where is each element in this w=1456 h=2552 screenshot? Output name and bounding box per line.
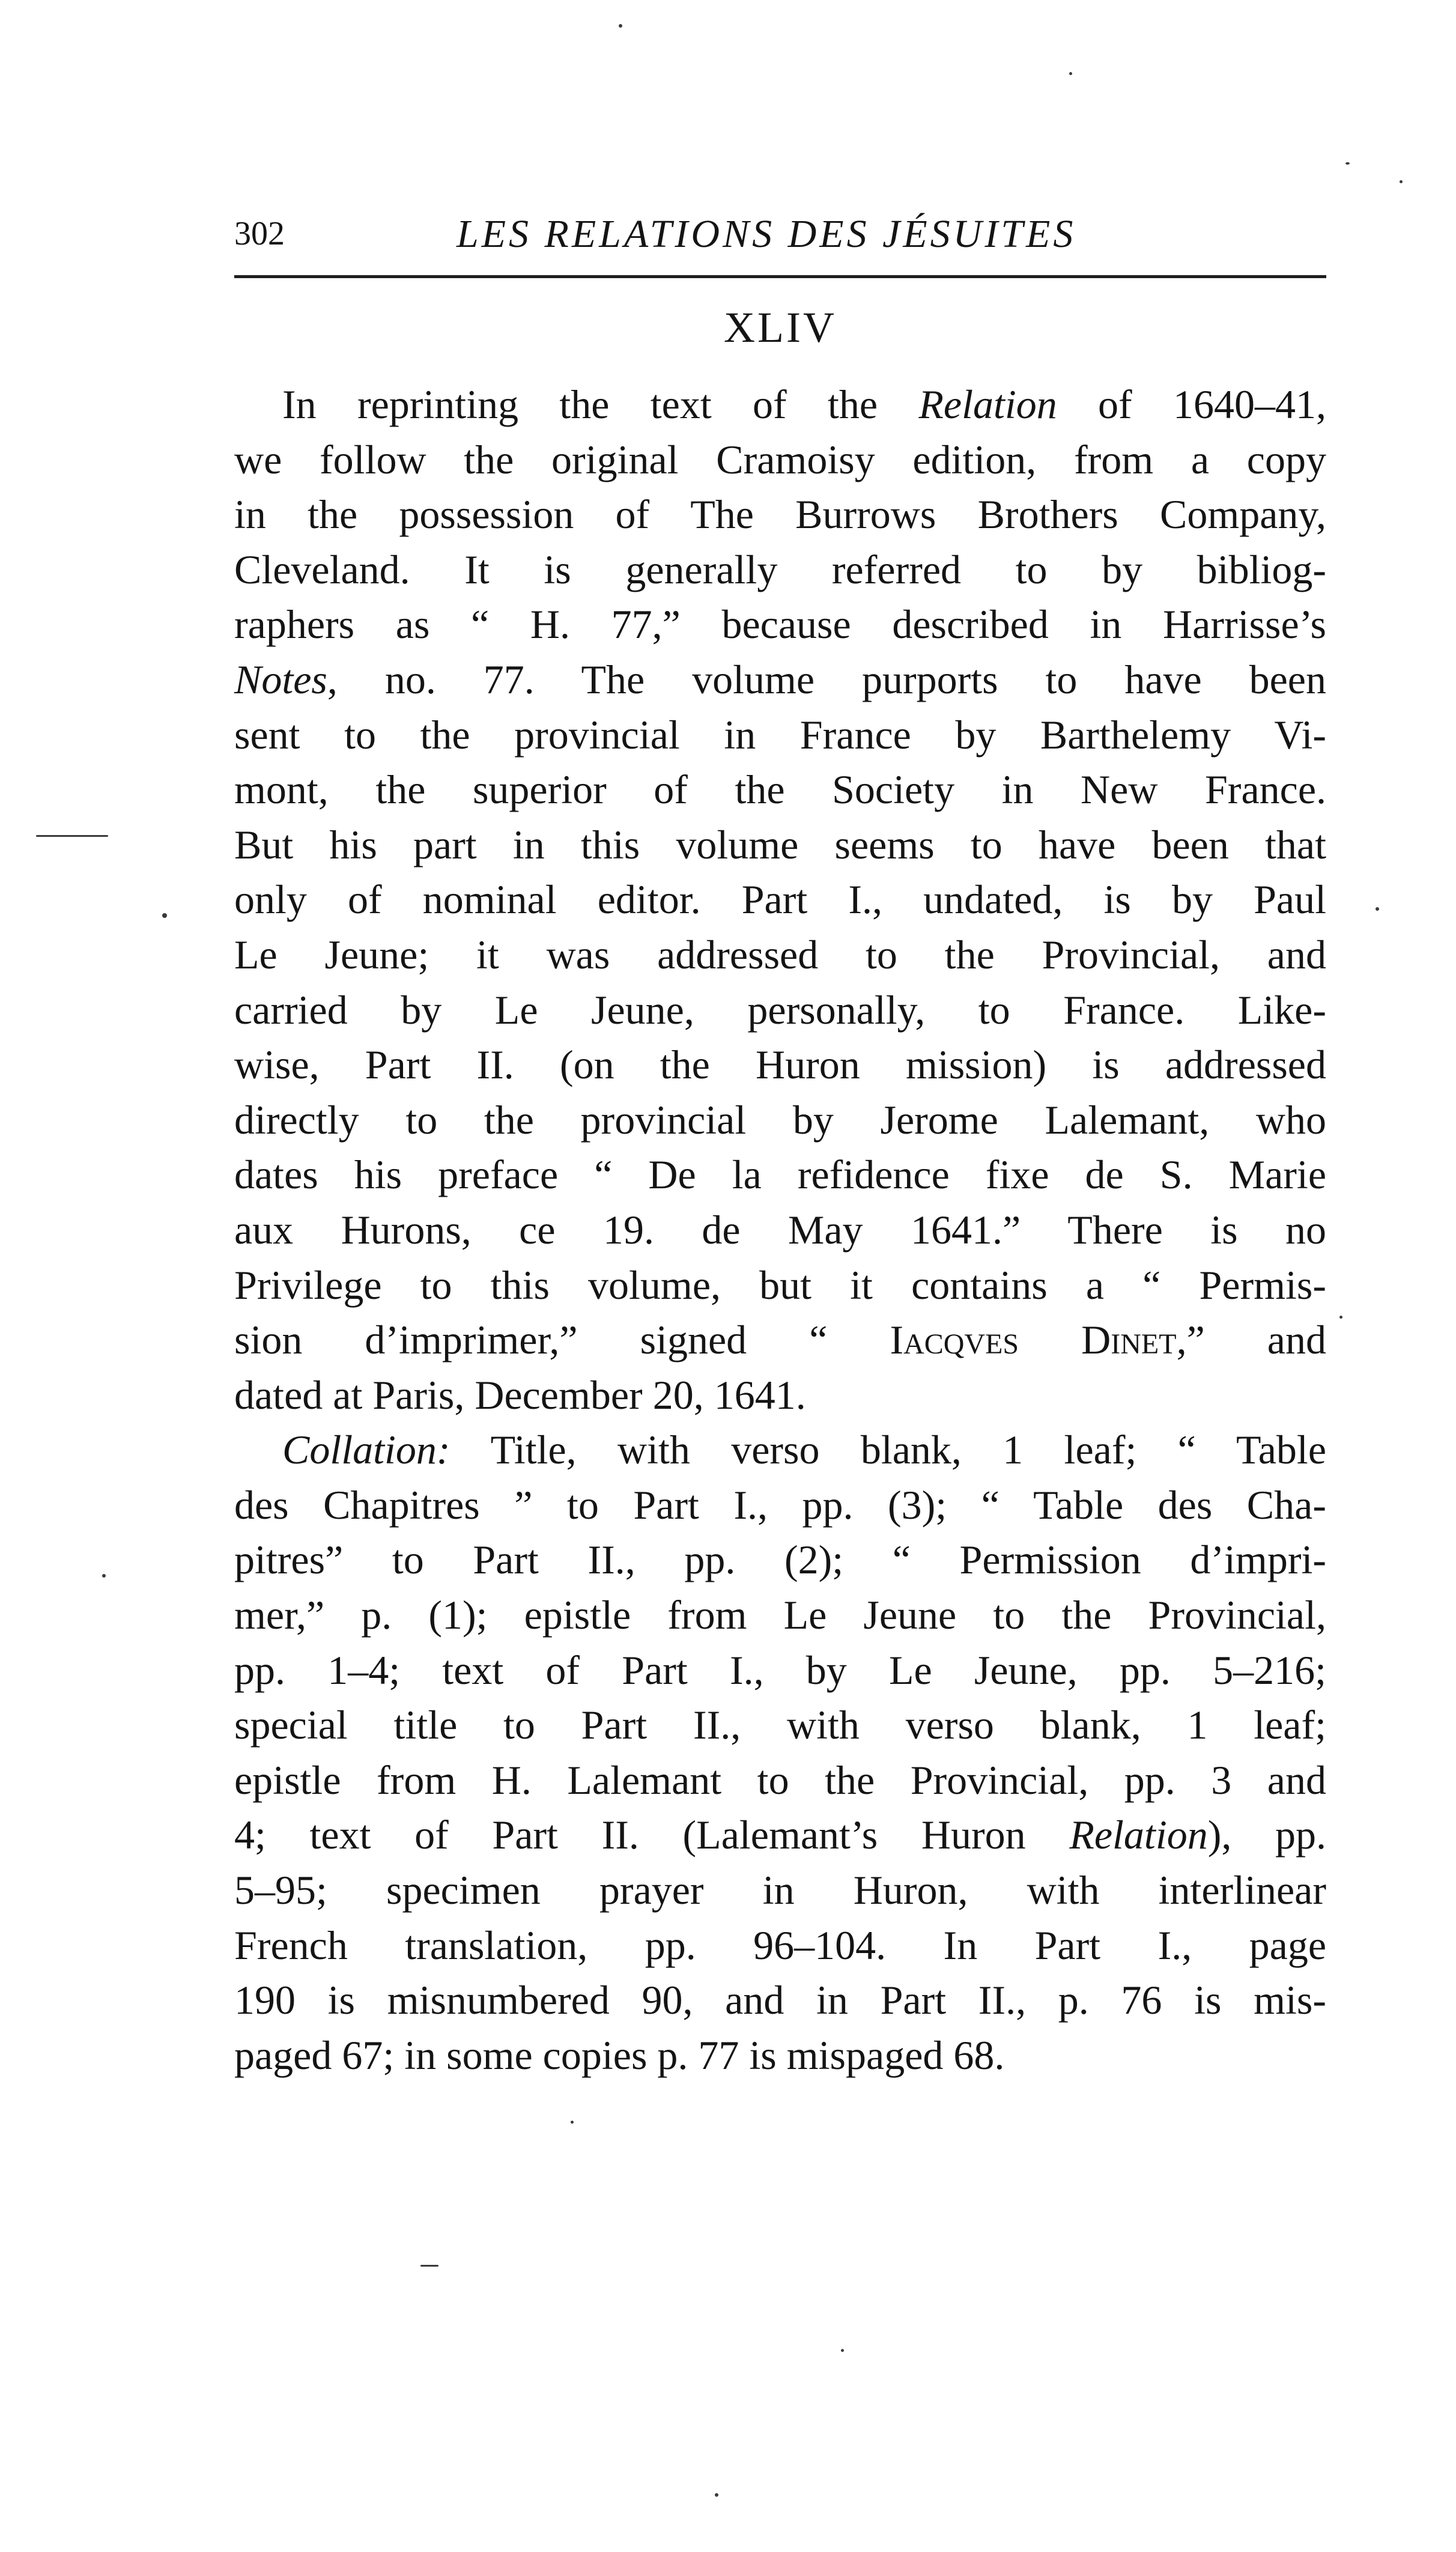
text-line xyxy=(234,1203,1326,1258)
text-line xyxy=(234,708,1326,763)
paper-speck xyxy=(102,1574,106,1578)
text-run: dated at Paris, December 20, 1641. xyxy=(234,1372,806,1418)
section-heading: XLIV xyxy=(724,303,837,351)
text-line xyxy=(234,1313,1326,1368)
italic-text: Relation xyxy=(918,381,1057,427)
text-run: only of nominal editor. Part I., undated, is by Paul xyxy=(234,876,1326,923)
text-run: aux Hurons, ce 19. de May 1641.” There is no xyxy=(234,1206,1326,1253)
paper-speck xyxy=(1345,162,1350,165)
running-title: LES RELATIONS DES JÉSUITES xyxy=(457,212,1076,256)
running-header xyxy=(234,207,1326,261)
text-run: 5–95; specimen prayer in Huron, with interlinear xyxy=(234,1867,1326,1913)
italic-text: Notes xyxy=(234,656,327,702)
paper-speck xyxy=(841,2349,844,2352)
text-line xyxy=(234,818,1326,873)
text-run: Privilege to this volume, but it contains a “ Permis- xyxy=(234,1262,1326,1308)
paper-speck xyxy=(1069,72,1072,75)
paper-speck xyxy=(619,24,622,28)
paper-speck xyxy=(1400,180,1403,183)
text-line xyxy=(234,1478,1326,1533)
text-line xyxy=(234,652,1326,708)
text-run: carried by Le Jeune, personally, to France. Like- xyxy=(234,986,1326,1033)
text-line xyxy=(234,377,1326,433)
text-line xyxy=(234,1533,1326,1588)
text-line xyxy=(234,1588,1326,1643)
text-run: 190 is misnumbered 90, and in Part II., p. 76 is mis- xyxy=(234,1977,1326,2023)
text-line xyxy=(234,928,1326,983)
text-line xyxy=(234,1038,1326,1093)
text-line xyxy=(234,983,1326,1038)
text-run: 4; text of Part II. (Lalemant’s Huron xyxy=(234,1812,1070,1858)
text-run: pp. 1–4; text of Part I., by Le Jeune, pp. 5–216; xyxy=(234,1647,1326,1693)
paper-speck xyxy=(1339,1316,1342,1319)
text-run: In reprinting the text of the xyxy=(282,381,919,427)
text-run: of 1640–41, xyxy=(1057,381,1326,427)
text-run: Title, with verso blank, 1 leaf; “ Table xyxy=(450,1427,1326,1473)
text-run: sion d’imprimer,” signed “ xyxy=(234,1317,890,1363)
text-line xyxy=(234,1643,1326,1698)
text-run: But his part in this volume seems to have been that xyxy=(234,821,1326,867)
text-run: paged 67; in some copies p. 77 is mispaged 68. xyxy=(234,2032,1005,2078)
text-run: ,” and xyxy=(1176,1317,1326,1363)
paper-speck xyxy=(715,2493,718,2497)
page-number: 302 xyxy=(234,215,285,252)
text-line xyxy=(234,872,1326,928)
text-run: Le Jeune; it was addressed to the Provincial, and xyxy=(234,931,1326,977)
text-line xyxy=(234,2028,1326,2083)
text-line xyxy=(234,1698,1326,1753)
body-text xyxy=(234,377,1326,2083)
text-line xyxy=(234,1423,1326,1478)
text-line xyxy=(234,1808,1326,1863)
text-run: sent to the provincial in France by Barthelemy Vi- xyxy=(234,711,1326,758)
text-run: , no. 77. The volume purports to have been xyxy=(327,656,1326,702)
text-line xyxy=(234,1973,1326,2028)
paper-speck xyxy=(1376,907,1379,911)
paper-speck xyxy=(36,835,108,837)
text-run: des Chapitres ” to Part I., pp. (3); “ Table des Cha- xyxy=(234,1481,1326,1528)
text-run: in the possession of The Burrows Brothers Company, xyxy=(234,491,1326,538)
paper-speck xyxy=(162,913,167,918)
text-line xyxy=(234,1258,1326,1313)
text-line xyxy=(234,542,1326,598)
text-run: pitres” to Part II., pp. (2); “ Permission d’impri- xyxy=(234,1537,1326,1583)
text-line xyxy=(234,1753,1326,1808)
italic-text: Collation: xyxy=(282,1427,450,1473)
text-line xyxy=(234,1863,1326,1918)
text-run: ), pp. xyxy=(1207,1812,1326,1858)
text-line xyxy=(234,762,1326,818)
text-line xyxy=(234,1093,1326,1148)
text-run: dates his preface “ De la refidence fixe de S. Marie xyxy=(234,1152,1326,1198)
text-line xyxy=(234,1918,1326,1973)
text-run: raphers as “ H. 77,” because described in Harrisse’s xyxy=(234,601,1326,648)
text-run: mont, the superior of the Society in New France. xyxy=(234,767,1326,813)
text-run: wise, Part II. (on the Huron mission) is addressed xyxy=(234,1042,1326,1088)
header-rule xyxy=(234,275,1326,278)
text-run: we follow the original Cramoisy edition, from a copy xyxy=(234,436,1326,482)
text-line xyxy=(234,1147,1326,1203)
paper-speck xyxy=(420,2265,438,2267)
text-line xyxy=(234,487,1326,542)
text-run: epistle from H. Lalemant to the Provincial, pp. 3 and xyxy=(234,1757,1326,1803)
paper-speck xyxy=(571,2121,574,2124)
text-run: Cleveland. It is generally referred to by bibliog- xyxy=(234,546,1326,592)
text-run: mer,” p. (1); epistle from Le Jeune to the Provincial, xyxy=(234,1592,1326,1638)
text-run: French translation, pp. 96–104. In Part I., page xyxy=(234,1922,1326,1968)
text-run: directly to the provincial by Jerome Lalemant, who xyxy=(234,1096,1326,1143)
small-caps-text: Iacqves Dinet xyxy=(890,1317,1177,1363)
text-run: special title to Part II., with verso blank, 1 leaf; xyxy=(234,1702,1326,1748)
text-line xyxy=(234,597,1326,652)
italic-text: Relation xyxy=(1069,1812,1208,1858)
text-line xyxy=(234,1368,1326,1423)
text-line xyxy=(234,433,1326,488)
